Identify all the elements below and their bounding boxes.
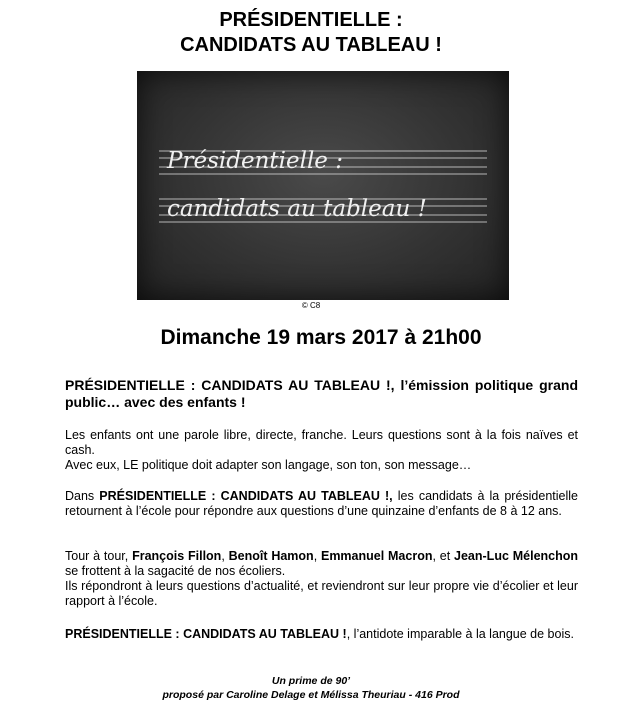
chalkboard-line-1: Présidentielle :	[167, 148, 343, 174]
candidate-name: Benoît Hamon	[228, 549, 314, 563]
broadcast-date: Dimanche 19 mars 2017 à 21h00	[160, 326, 482, 349]
title-line-1: PRÉSIDENTIELLE :	[219, 9, 403, 31]
lead-paragraph	[65, 377, 578, 411]
paragraph-2	[65, 489, 578, 519]
paragraph-2-show-title: PRÉSIDENTIELLE : CANDIDATS AU TABLEAU !,	[99, 489, 393, 503]
chalkboard-line-2: candidats au tableau !	[167, 196, 427, 222]
lead-text: l’émission politique grand public… avec des enfants !	[65, 377, 579, 410]
paragraph-1	[65, 428, 578, 473]
paragraph-3-post: se frottent à la sagacité de nos écoliers.	[65, 564, 286, 578]
paragraph-2-post: les candidats à la présidentielle retournent à l’école pour répondre aux questions d’une quinzaine d’enfants de 8 à 12 ans.	[65, 489, 578, 518]
paragraph-3-line-2: Ils répondront à leurs questions d’actualité, et reviendront sur leur propre vie d’écolier et leur rapport à l’école.	[65, 579, 578, 608]
candidate-name: Emmanuel Macron	[320, 549, 433, 563]
footer-line-2: proposé par Caroline Delage et Mélissa Theuriau - 416 Prod	[162, 689, 460, 701]
paragraph-4-text: , l’antidote imparable à la langue de bois.	[346, 627, 574, 641]
separator: ,	[313, 549, 321, 563]
page-title	[0, 8, 622, 58]
chalkboard-drawing	[137, 71, 509, 300]
paragraph-4-show-title: PRÉSIDENTIELLE : CANDIDATS AU TABLEAU !	[65, 627, 347, 641]
image-credit: © C8	[301, 301, 321, 310]
paragraph-1-line-1: Les enfants ont une parole libre, directe, franche. Leurs questions sont à la fois naïves et cash.	[65, 428, 578, 457]
separator: ,	[221, 549, 229, 563]
paragraph-3-line-1	[65, 549, 578, 579]
lead-show-title: PRÉSIDENTIELLE : CANDIDATS AU TABLEAU !,	[65, 377, 395, 393]
paragraph-4	[65, 627, 578, 642]
footer	[0, 674, 622, 702]
separator: , et	[432, 549, 455, 563]
paragraph-1-line-2: Avec eux, LE politique doit adapter son langage, son ton, son message…	[65, 458, 472, 472]
candidate-name: Jean-Luc Mélenchon	[454, 549, 579, 563]
paragraph-3	[65, 549, 578, 609]
candidate-name: François Fillon	[132, 549, 222, 563]
chalkboard-image	[137, 71, 509, 300]
title-line-2: CANDIDATS AU TABLEAU !	[180, 34, 442, 56]
footer-line-1: Un prime de 90’	[271, 675, 351, 687]
paragraph-3-pre: Tour à tour,	[65, 549, 133, 563]
paragraph-2-pre: Dans	[65, 489, 100, 503]
